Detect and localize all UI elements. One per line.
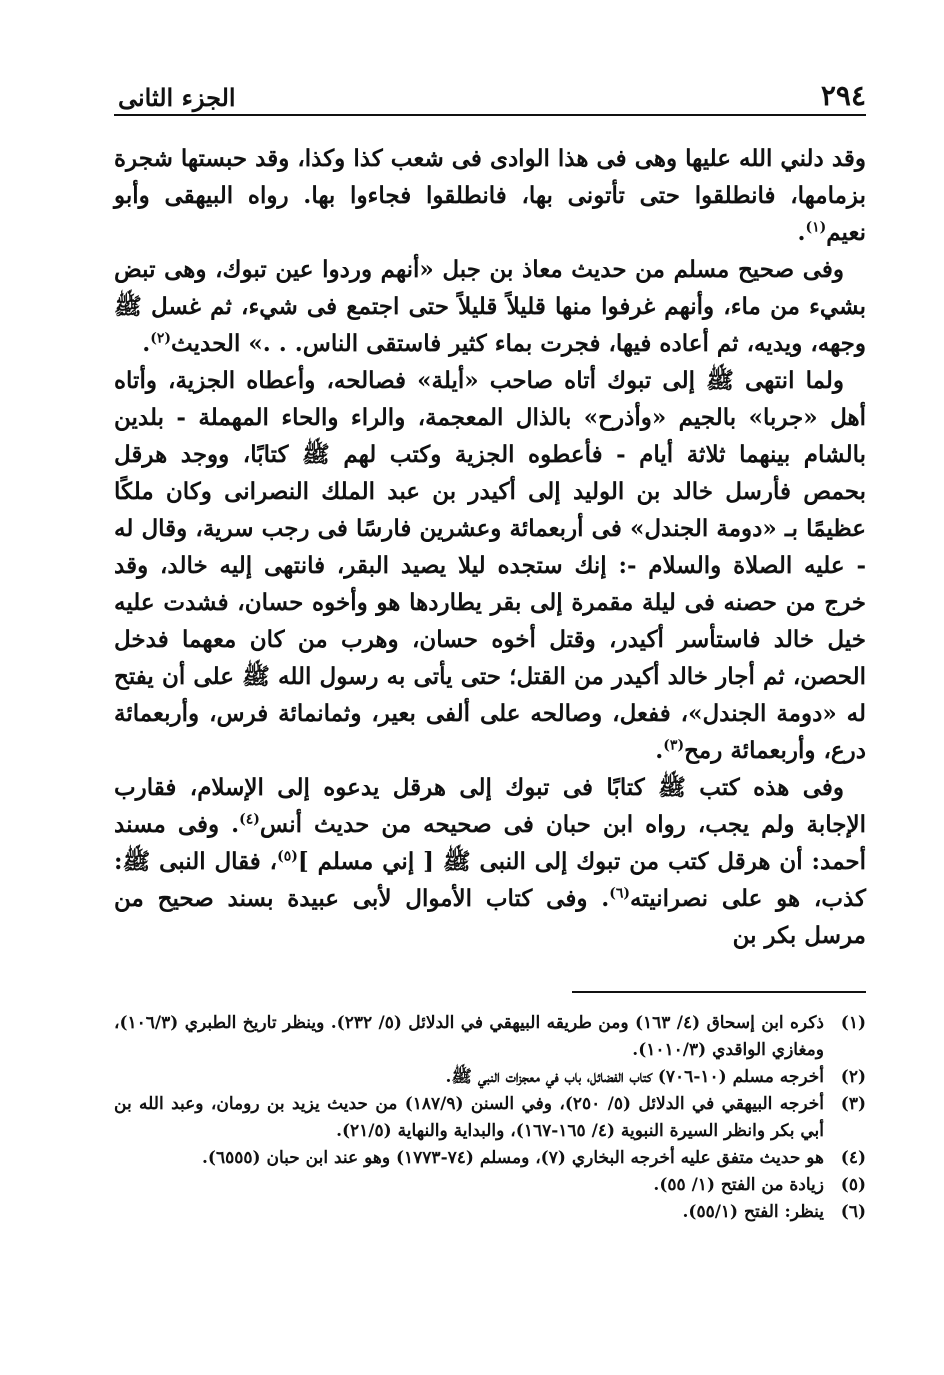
footnotes (114, 1010, 866, 1226)
footnote-text: هو حديث متفق عليه أخرجه البخاري (٧)، ومسلم (٧٤-١٧٧٣) وهو عند ابن حبان (٦٥٥٥). (202, 1148, 824, 1168)
footnote-ref-6: (٦) (609, 885, 630, 902)
footnote-4 (114, 1145, 866, 1172)
paragraph-1-line-2: بزمامها، فانطلقوا حتى تأتونى بها، فانطلقوا فجاءوا بها. رواه البيهقى وأبو نعيم (114, 182, 866, 246)
running-title: الجزء الثانى (118, 83, 236, 112)
paragraph-2-text: وفى صحيح مسلم من حديث معاذ بن جبل «أنهم وردوا عين تبوك، وهى تبض بشيء من ماء، وأنهم غرفوا منها قليلاً قليلاً حتى اجتمع فى شيء، ثم غسل ﷺ وجهه، ويديه، ثم أعاده فيها، فجرت بماء كثير فاستقى الناس. . .» الحديث (114, 256, 866, 357)
paragraph-3-text: ولما انتهى ﷺ إلى تبوك أتاه صاحب «أيلة» فصالحه، وأعطاه الجزية، وأتاه أهل «جربا» بالجيم «وأذرح» بالذال المعجمة، والراء والحاء المهملة - بلدين بالشام بينهما ثلاثة أيام - فأعطوه الجزية وكتب لهم ﷺ كتابًا، ووجد هرقل بحمص فأرسل خالد بن الوليد إلى أكيدر بن عبد الملك النصرانى وكان ملكًا عظيمًا بـ «دومة الجندل» فى أربعمائة وعشرين فارسًا فى رجب سرية، وقال له - عليه الصلاة والسلام -: إنك ستجده ليلا يصيد البقر، فانتهى إليه خالد، وقد خرج من حصنه فى ليلة مقمرة إلى بقر يطاردها هو وأخوه حسان، فشدت عليه خيل خالد فاستأسر أكيدر، وقتل أخوه حسان، وهرب من كان معهما فدخل الحصن، ثم أجار خالد أكيدر من القتل؛ حتى يأتى به رسول الله ﷺ على أن يفتح له «دومة الجندل»، ففعل، وصالحه على ألفى بعير، وثمانمائة فرس، وأربعمائة درع، وأربعمائة رمح (114, 367, 867, 764)
footnote-ref-5: (٥) (277, 848, 298, 865)
paragraph-1-end: . (797, 219, 806, 246)
paragraph-4-text-a: وفى هذه كتب ﷺ كتابًا فى تبوك إلى هرقل يدعوه إلى الإسلام، فقارب الإجابة ولم يجب، رواه ابن حبان فى صحيحه من حديث أنس (114, 774, 866, 838)
paragraph-4-text-c: ، فقال النبى ﷺ: كذب، هو على نصرانيته (114, 848, 866, 912)
paragraph-2 (114, 251, 866, 362)
page-number: ٢٩٤ (820, 79, 866, 112)
footnote-separator (572, 991, 866, 993)
paragraph-2-end: . (142, 330, 151, 357)
footnote-1 (114, 1010, 866, 1064)
footnote-text: زيادة من الفتح (١/ ٥٥). (653, 1175, 824, 1195)
footnote-text: ينظر: الفتح (٥٥/١). (682, 1202, 824, 1222)
footnote-number: (٣) (840, 1094, 866, 1114)
page-header (118, 66, 866, 110)
footnote-text: أخرجه البيهقي في الدلائل (٥/ ٢٥٠)، وفي السنن (١٨٧/٩) من حديث يزيد بن رومان، وعبد الله بن أبي بكر وانظر السيرة النبوية (٤/ ١٦٥-١٦٧)، والبداية والنهاية (٢١/٥). (114, 1094, 824, 1141)
footnote-ref-2: (٢) (150, 330, 172, 347)
footnote-number: (٥) (840, 1175, 866, 1195)
paragraph-4 (114, 769, 866, 954)
paragraph-1 (114, 140, 866, 251)
main-text (114, 140, 866, 954)
paragraph-3 (114, 362, 866, 769)
paragraph-4-text-b: . وفى مسند أحمد: أن هرقل كتب من تبوك إلى النبى ﷺ [ إني مسلم ] (114, 811, 866, 875)
footnote-number: (١) (840, 1013, 866, 1033)
footnote-ref-1: (١) (805, 219, 827, 236)
footnote-3 (114, 1091, 866, 1145)
footnote-2 (114, 1064, 866, 1091)
footnote-number: (٦) (840, 1202, 866, 1222)
footnote-text: أخرجه مسلم (١٠-٧٠٦) كتاب الفضائل، باب في معجزات النبي ﷺ. (445, 1067, 824, 1087)
header-rule (114, 114, 866, 116)
paragraph-1-line-1: وقد دلني الله عليها وهى فى هذا الوادى فى شعب كذا وكذا، وقد حبستها شجرة (114, 145, 866, 172)
paragraph-3-end: . (655, 737, 664, 764)
footnote-number: (٢) (840, 1067, 866, 1087)
footnote-number: (٤) (840, 1148, 866, 1168)
footnote-6 (114, 1199, 866, 1226)
footnote-ref-3: (٣) (663, 737, 685, 754)
footnote-ref-4: (٤) (239, 811, 260, 828)
footnote-5 (114, 1172, 866, 1199)
footnote-text: ذكره ابن إسحاق (٤/ ١٦٣) ومن طريقه البيهقي في الدلائل (٥/ ٢٣٢). وينظر تاريخ الطبري (١٠٦/٣)، ومغازي الواقدي (١٠١٠/٣). (114, 1013, 824, 1060)
paragraph-4-text-d: . وفى كتاب الأموال لأبى عبيدة بسند صحيح من مرسل بكر بن (114, 885, 866, 949)
